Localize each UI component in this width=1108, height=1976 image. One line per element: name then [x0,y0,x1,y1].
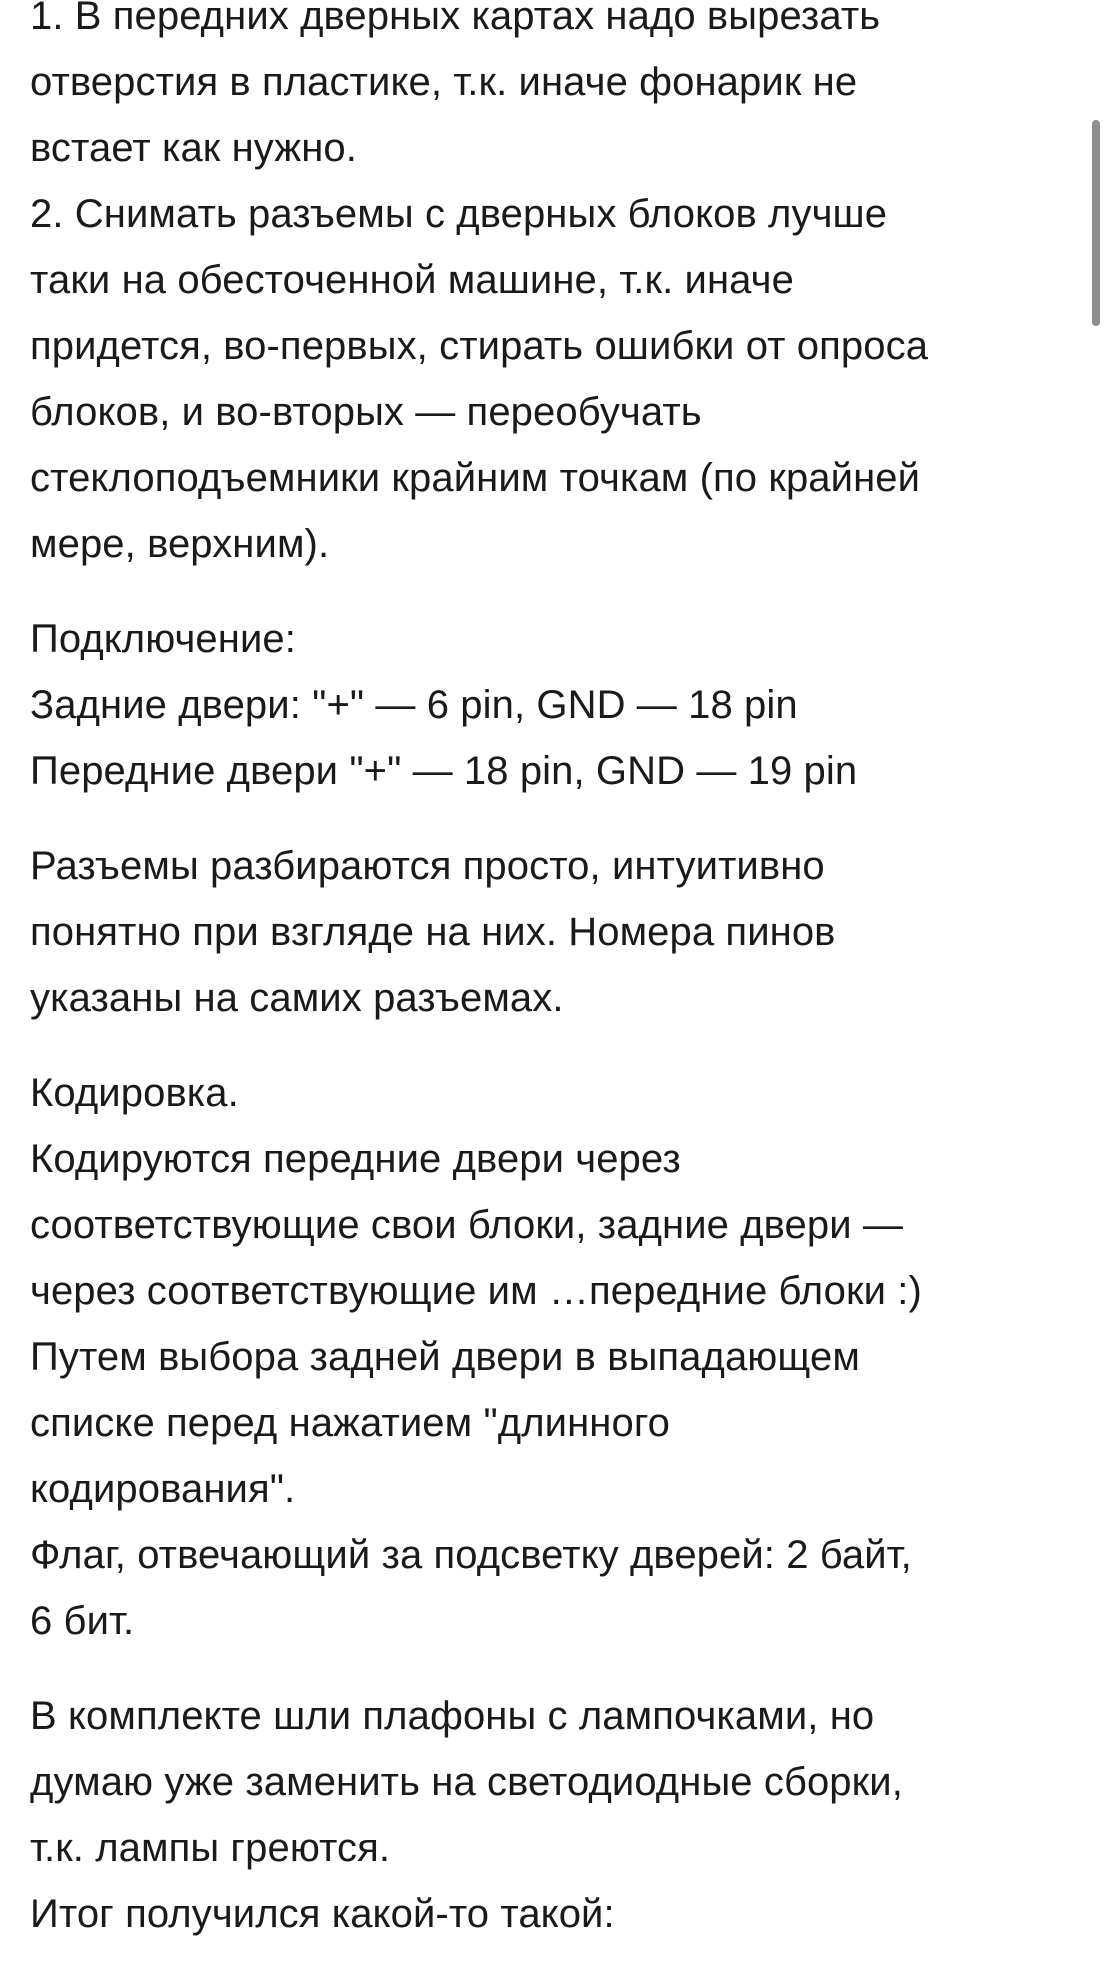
article-body [30,0,1070,1976]
scrollbar-thumb[interactable] [1092,120,1100,326]
text-line: списке перед нажатием "длинного [30,1401,670,1445]
text-line: мере, верхним). [30,522,330,566]
text-line: 6 бит. [30,1599,135,1643]
paragraph-connection [30,606,1070,804]
text-line: Кодируются передние двери через [30,1137,681,1181]
text-line: думаю уже заменить на светодиодные сборки, [30,1760,903,1804]
text-line: кодирования". [30,1467,296,1511]
text-line: понятно при взгляде на них. Номера пинов [30,910,836,954]
paragraph-connectors [30,833,1070,1031]
text-line: Флаг, отвечающий за подсветку дверей: 2 байт, [30,1533,912,1577]
text-line: 1. В передних дверных картах надо вырезать [30,0,881,38]
text-line: Передние двери "+" — 18 pin, GND — 19 pin [30,749,858,793]
text-line: указаны на самих разъемах. [30,976,564,1020]
text-line: Задние двери: "+" — 6 pin, GND — 18 pin [30,683,798,727]
text-line: т.к. лампы греются. [30,1826,391,1870]
text-line: отверстия в пластике, т.к. иначе фонарик не [30,60,858,104]
text-line: через соответствующие им …передние блоки :) [30,1269,922,1313]
paragraph-notes [30,0,1070,577]
text-line: 2. Снимать разъемы с дверных блоков лучше [30,192,888,236]
text-line: блоков, и во-вторых — переобучать [30,390,702,434]
text-line: В комплекте шли плафоны с лампочками, но [30,1694,875,1738]
text-line: Разъемы разбираются просто, интуитивно [30,844,825,888]
text-line: встает как нужно. [30,126,357,170]
scrollbar[interactable] [1088,0,1108,1920]
text-line: соответствующие свои блоки, задние двери — [30,1203,904,1247]
text-line: стеклоподъемники крайним точкам (по крайней [30,456,921,500]
text-line: Итог получился какой-то такой: [30,1892,615,1936]
paragraph-result [30,1683,1070,1947]
text-line: Кодировка. [30,1071,239,1115]
paragraph-coding [30,1060,1070,1654]
text-line: Подключение: [30,617,296,661]
text-line: Путем выбора задней двери в выпадающем [30,1335,860,1379]
text-line: придется, во-первых, стирать ошибки от опроса [30,324,929,368]
text-line: таки на обесточенной машине, т.к. иначе [30,258,794,302]
